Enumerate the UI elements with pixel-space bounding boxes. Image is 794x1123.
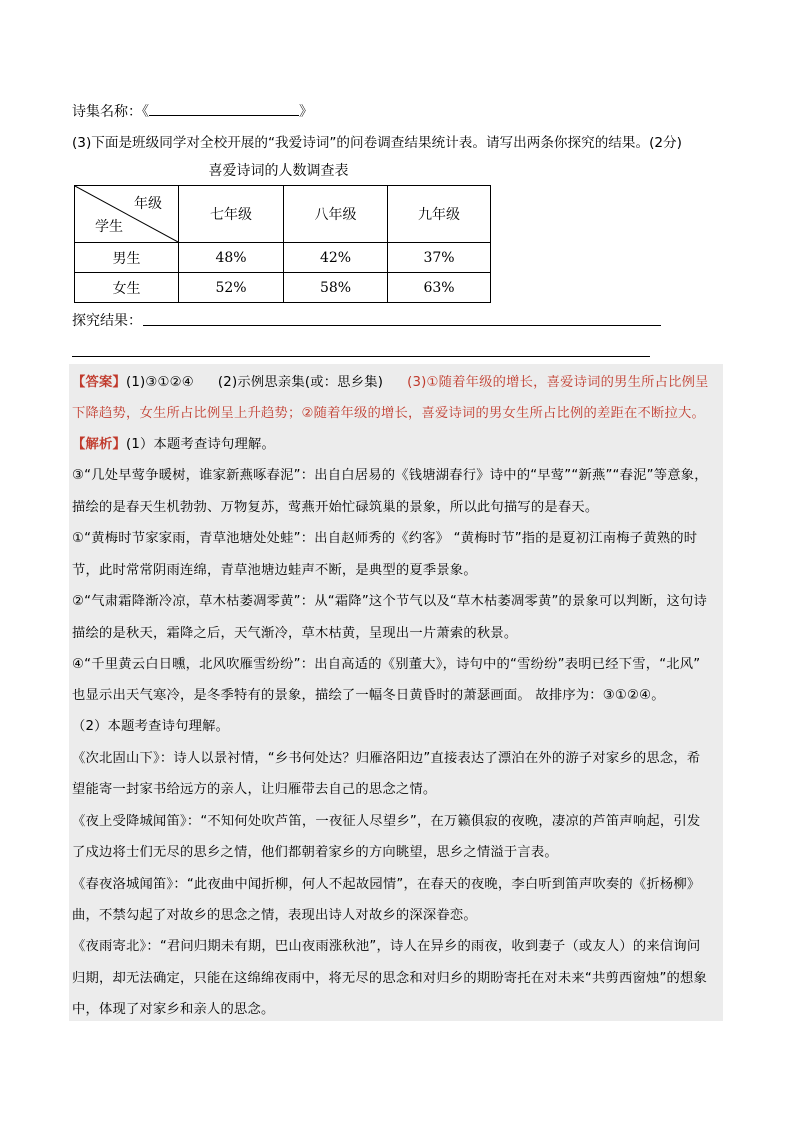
- analysis-line: 《夜上受降城闻笛》：“不知何处吹芦笛，一夜征人尽望乡”，在万籁俱寂的夜晚，凄凉的芦笛声响起，引发: [72, 814, 701, 829]
- table-cell: 58%: [284, 273, 388, 303]
- analysis-line: 曲，不禁勾起了对故乡的思念之情，表现出诗人对故乡的深深眷恋。: [72, 908, 477, 923]
- poem-collection-close: 》: [299, 104, 313, 120]
- column-header: 七年级: [179, 186, 284, 243]
- analysis-line: 描绘的是秋天，霜降之后，天气渐冷，草木枯黄，呈现出一片萧索的秋景。: [72, 626, 518, 641]
- result-label: 探究结果：: [72, 313, 142, 329]
- analysis-line: 了戍边将士们无尽的思乡之情，他们都朝着家乡的方向眺望，思乡之情溢于言表。: [72, 845, 558, 860]
- row-label: 女生: [75, 273, 179, 303]
- row-label: 男生: [75, 243, 179, 273]
- analysis-line: 《春夜洛城闻笛》：“此夜曲中闻折柳，何人不起故园情”，在春天的夜晚，李白听到笛声吹奏的《折杨柳》: [72, 877, 701, 892]
- table-corner-cell: [75, 186, 179, 243]
- analysis-line: 节，此时常常阴雨连绵，青草池塘边蛙声不断，是典型的夏季景象。: [72, 563, 477, 578]
- answer-part-3: (3)①随着年级的增长，喜爱诗词的男生所占比例呈: [407, 375, 709, 390]
- poem-collection-label: 诗集名称：《: [72, 104, 149, 120]
- analysis-line: 归期，却无法确定，只能在这绵绵夜雨中，将无尽的思念和对归乡的期盼寄托在对未来“共剪西窗烛”的想象: [72, 971, 708, 986]
- analysis-line: 中，体现了对家乡和亲人的思念。: [72, 1002, 275, 1017]
- column-header: 八年级: [284, 186, 388, 243]
- analysis-line: 《夜雨寄北》：“君问归期未有期，巴山夜雨涨秋池”，诗人在异乡的雨夜，收到妻子（或友人）的来信询问: [72, 939, 701, 954]
- analysis-line: ②“气肃霜降渐冷凉，草木枯萎凋零黄”：从“霜降”这个节气以及“草木枯萎凋零黄”的景象可以判断，这句诗: [72, 594, 708, 609]
- analysis-line: 望能寄一封家书给远方的亲人，让归雁带去自己的思念之情。: [72, 782, 437, 797]
- table-cell: 48%: [179, 243, 284, 273]
- answer-part-2: (2)示例思亲集(或：思乡集): [217, 375, 384, 390]
- answer-part-1: (1)③①②④: [126, 375, 194, 390]
- question-3: (3)下面是班级同学对全校开展的“我爱诗词”的问卷调查结果统计表。请写出两条你探究的结果。(2分): [72, 135, 682, 151]
- analysis-line: （2）本题考查诗句理解。: [72, 719, 230, 734]
- analysis-line: 描绘的是春天生机勃勃、万物复苏，莺燕开始忙碌筑巢的景象，所以此句描写的是春天。: [72, 500, 599, 515]
- table-cell: 52%: [179, 273, 284, 303]
- table-cell: 42%: [284, 243, 388, 273]
- analysis-line: ③“几处早莺争暖树，谁家新燕啄春泥”：出自白居易的《钱塘湖春行》诗中的“早莺”“新燕”“春泥”等意象，: [72, 468, 708, 483]
- table-cell: 37%: [388, 243, 491, 273]
- table-title: 喜爱诗词的人数调查表: [208, 163, 349, 179]
- analysis-line: 《次北固山下》：诗人以景衬情，“乡书何处达？归雁洛阳边”直接表达了漂泊在外的游子对家乡的思念，希: [72, 751, 701, 766]
- analysis-tag: 【解析】: [72, 437, 126, 452]
- analysis-line: 【解析】(1）本题考查诗句理解。: [72, 437, 276, 452]
- table-cell: 63%: [388, 273, 491, 303]
- poem-collection-line: [72, 101, 313, 122]
- corner-student-label: 学生: [95, 219, 123, 235]
- table-row: [75, 273, 491, 303]
- survey-table: [74, 185, 491, 303]
- answer-tag: 【答案】: [72, 375, 126, 390]
- answer-line-1: [72, 373, 709, 393]
- result-answer-line[interactable]: [72, 356, 650, 357]
- analysis-line: ①“黄梅时节家家雨，青草池塘处处蛙”：出自赵师秀的《约客》 “黄梅时节”指的是夏初江南梅子黄熟的时: [72, 531, 698, 546]
- column-header: 九年级: [388, 186, 491, 243]
- table-row: [75, 243, 491, 273]
- poem-collection-blank[interactable]: [149, 101, 299, 116]
- result-answer-line[interactable]: [143, 325, 661, 326]
- analysis-line: 也显示出天气寒冷，是冬季特有的景象，描绘了一幅冬日黄昏时的萧瑟画面。 故排序为：③①②④。: [72, 688, 665, 703]
- diagonal-line: [75, 186, 178, 242]
- analysis-line: ④“千里黄云白日曛，北风吹雁雪纷纷”：出自高适的《别董大》，诗句中的“雪纷纷”表明已经下雪，“北风”: [72, 657, 701, 672]
- answer-line-2: 下降趋势，女生所占比例呈上升趋势；②随着年级的增长，喜爱诗词的男女生所占比例的差距在不断拉大。: [72, 406, 705, 421]
- corner-grade-label: 年级: [134, 196, 162, 212]
